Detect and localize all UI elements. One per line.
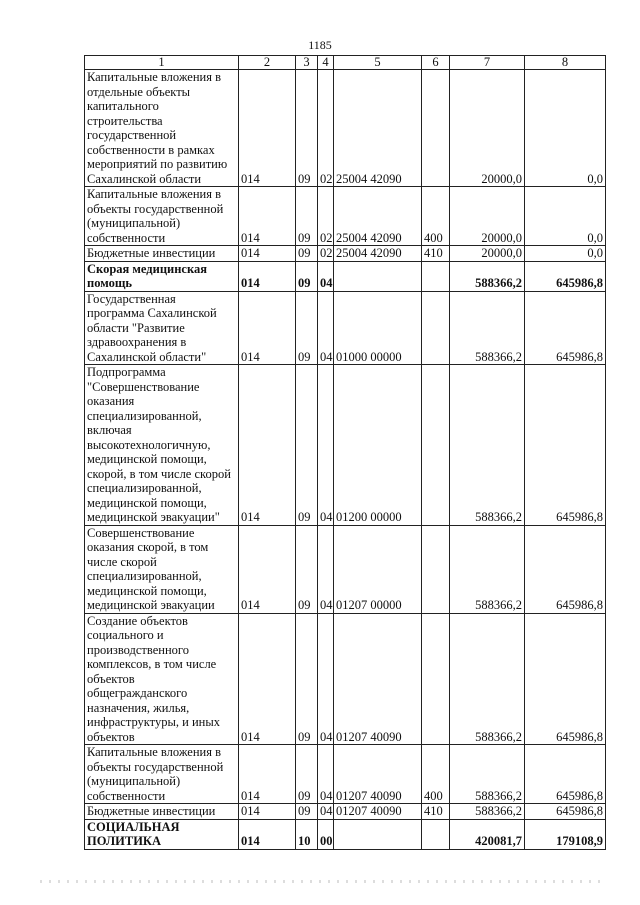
ministry-code: 014 <box>239 246 296 262</box>
row-name: Совершенствование оказания скорой, в том числе скорой специализированной, медицинской помощи, медицинской эвакуации <box>85 525 239 613</box>
row-name: Капитальные вложения в объекты государственной (муниципальной) собственности <box>85 187 239 246</box>
target-article-code: 01207 40090 <box>334 613 422 745</box>
section-code: 09 <box>296 745 318 804</box>
table-row <box>85 804 606 820</box>
ministry-code: 014 <box>239 525 296 613</box>
amount-year-1: 588366,2 <box>450 525 525 613</box>
row-name: Бюджетные инвестиции <box>85 246 239 262</box>
amount-year-1: 588366,2 <box>450 261 525 291</box>
section-code: 09 <box>296 70 318 187</box>
subsection-code: 04 <box>318 745 334 804</box>
expense-type-code: 400 <box>422 745 450 804</box>
ministry-code: 014 <box>239 365 296 526</box>
subsection-code: 02 <box>318 246 334 262</box>
column-header: 1 <box>85 56 239 70</box>
expense-type-code <box>422 291 450 365</box>
row-name: Государственная программа Сахалинской области "Развитие здравоохранения в Сахалинской области" <box>85 291 239 365</box>
amount-year-1: 588366,2 <box>450 291 525 365</box>
section-code: 09 <box>296 613 318 745</box>
subsection-code: 04 <box>318 525 334 613</box>
column-header: 5 <box>334 56 422 70</box>
subsection-code: 04 <box>318 261 334 291</box>
amount-year-2: 645986,8 <box>525 365 606 526</box>
subsection-code: 04 <box>318 291 334 365</box>
row-name: Скорая медицинская помощь <box>85 261 239 291</box>
column-header: 6 <box>422 56 450 70</box>
section-code: 10 <box>296 819 318 849</box>
section-code: 09 <box>296 804 318 820</box>
table-header-row <box>85 56 606 70</box>
target-article-code: 01207 40090 <box>334 804 422 820</box>
target-article-code: 25004 42090 <box>334 70 422 187</box>
table-row <box>85 525 606 613</box>
target-article-code: 25004 42090 <box>334 246 422 262</box>
subsection-code: 04 <box>318 804 334 820</box>
expense-type-code <box>422 365 450 526</box>
row-name: Бюджетные инвестиции <box>85 804 239 820</box>
target-article-code: 01200 00000 <box>334 365 422 526</box>
amount-year-2: 645986,8 <box>525 804 606 820</box>
expense-type-code <box>422 525 450 613</box>
column-header: 8 <box>525 56 606 70</box>
row-name: Создание объектов социального и производственного комплексов, в том числе объектов общегражданского назначения, жилья, инфраструктуры, и иных объектов <box>85 613 239 745</box>
section-code: 09 <box>296 365 318 526</box>
column-header: 4 <box>318 56 334 70</box>
expense-type-code <box>422 613 450 745</box>
expense-type-code: 410 <box>422 246 450 262</box>
target-article-code <box>334 261 422 291</box>
section-code: 09 <box>296 187 318 246</box>
amount-year-1: 588366,2 <box>450 745 525 804</box>
budget-table <box>84 55 606 850</box>
expense-type-code <box>422 819 450 849</box>
amount-year-1: 20000,0 <box>450 70 525 187</box>
ministry-code: 014 <box>239 291 296 365</box>
amount-year-1: 588366,2 <box>450 613 525 745</box>
table-row <box>85 613 606 745</box>
section-code: 09 <box>296 246 318 262</box>
amount-year-2: 645986,8 <box>525 261 606 291</box>
amount-year-1: 420081,7 <box>450 819 525 849</box>
table-row <box>85 261 606 291</box>
amount-year-2: 0,0 <box>525 246 606 262</box>
row-name: Капитальные вложения в отдельные объекты капитального строительства государственной собственности в рамках мероприятий по развитию Сахалинской области <box>85 70 239 187</box>
amount-year-1: 20000,0 <box>450 187 525 246</box>
section-code: 09 <box>296 291 318 365</box>
expense-type-code: 410 <box>422 804 450 820</box>
table-row <box>85 70 606 187</box>
subsection-code: 04 <box>318 365 334 526</box>
target-article-code: 01207 40090 <box>334 745 422 804</box>
section-code: 09 <box>296 261 318 291</box>
amount-year-2: 179108,9 <box>525 819 606 849</box>
ministry-code: 014 <box>239 745 296 804</box>
ministry-code: 014 <box>239 804 296 820</box>
page-number: 1185 <box>308 38 332 52</box>
amount-year-2: 645986,8 <box>525 745 606 804</box>
ministry-code: 014 <box>239 261 296 291</box>
table-row <box>85 246 606 262</box>
ministry-code: 014 <box>239 819 296 849</box>
table-row <box>85 819 606 849</box>
expense-type-code <box>422 70 450 187</box>
row-name: Капитальные вложения в объекты государственной (муниципальной) собственности <box>85 745 239 804</box>
amount-year-1: 588366,2 <box>450 365 525 526</box>
expense-type-code: 400 <box>422 187 450 246</box>
target-article-code: 25004 42090 <box>334 187 422 246</box>
amount-year-1: 20000,0 <box>450 246 525 262</box>
ministry-code: 014 <box>239 613 296 745</box>
target-article-code: 01000 00000 <box>334 291 422 365</box>
amount-year-2: 0,0 <box>525 187 606 246</box>
row-name: СОЦИАЛЬНАЯ ПОЛИТИКА <box>85 819 239 849</box>
row-name: Подпрограмма "Совершенствование оказания специализированной, включая высокотехнологичную, медицинской помощи, скорой, в том числе скорой специализированной, медицинской помощи, медицинской эвакуации" <box>85 365 239 526</box>
amount-year-2: 0,0 <box>525 70 606 187</box>
subsection-code: 00 <box>318 819 334 849</box>
table-row <box>85 187 606 246</box>
amount-year-1: 588366,2 <box>450 804 525 820</box>
ministry-code: 014 <box>239 70 296 187</box>
subsection-code: 04 <box>318 613 334 745</box>
amount-year-2: 645986,8 <box>525 291 606 365</box>
section-code: 09 <box>296 525 318 613</box>
expense-type-code <box>422 261 450 291</box>
target-article-code: 01207 00000 <box>334 525 422 613</box>
ministry-code: 014 <box>239 187 296 246</box>
table-row <box>85 745 606 804</box>
amount-year-2: 645986,8 <box>525 525 606 613</box>
table-row <box>85 291 606 365</box>
column-header: 3 <box>296 56 318 70</box>
column-header: 7 <box>450 56 525 70</box>
subsection-code: 02 <box>318 187 334 246</box>
target-article-code <box>334 819 422 849</box>
scan-artifact-line <box>40 880 600 883</box>
column-header: 2 <box>239 56 296 70</box>
amount-year-2: 645986,8 <box>525 613 606 745</box>
table-row <box>85 365 606 526</box>
subsection-code: 02 <box>318 70 334 187</box>
